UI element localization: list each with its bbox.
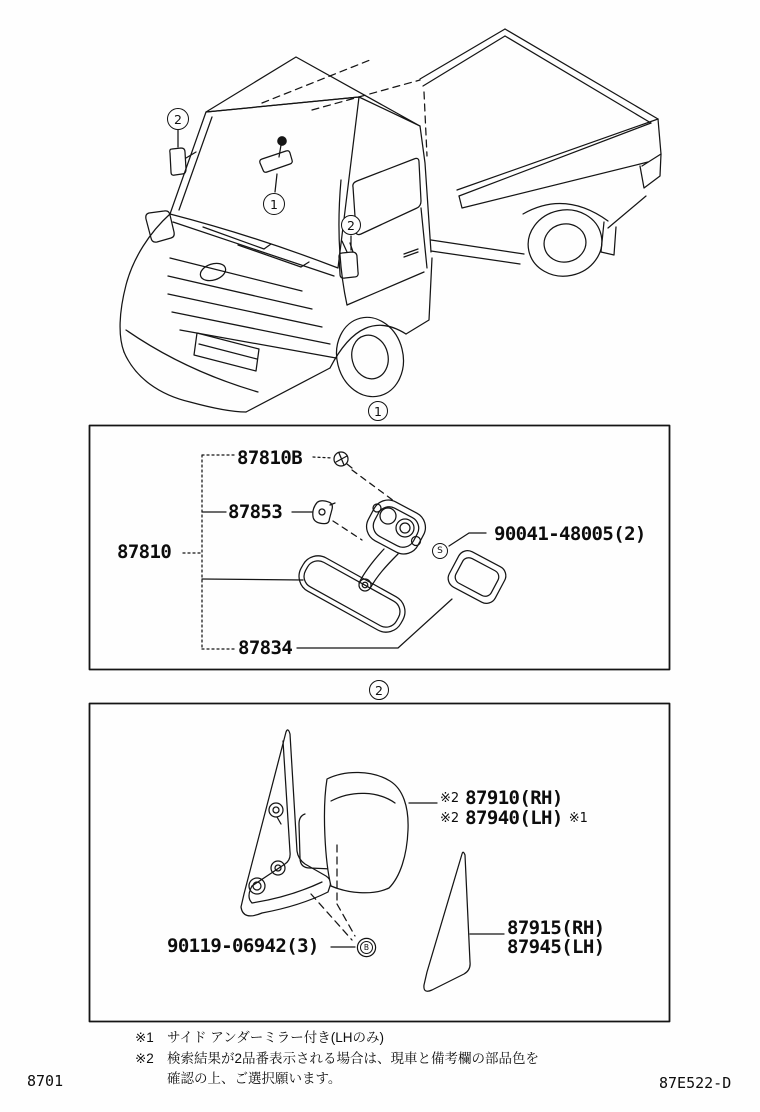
callout-section-interior: 1: [368, 401, 388, 421]
fastener-mark-b: B: [360, 941, 373, 954]
footnote-1-text: サイド アンダーミラー付き(LHのみ): [167, 1030, 384, 1045]
part-label-87940-lh: ※2 87940(LH) ※1: [440, 807, 588, 829]
footnote-2-text: 検索結果が2品番表示される場合は、現車と備考欄の部品色を 確認の上、ご選択願います。: [167, 1050, 540, 1086]
figure-code: 87E522-D: [659, 1074, 732, 1092]
note-ref-2: ※2: [440, 791, 460, 806]
note-ref-1: ※1: [568, 811, 588, 826]
part-label-87834: 87834: [238, 637, 293, 659]
footnote-2-mark: ※2: [135, 1050, 154, 1066]
part-label-90119-06942: 90119-06942(3): [167, 935, 319, 957]
footnote-1-mark: ※1: [135, 1030, 154, 1045]
interior-mirror-drawing: [183, 452, 509, 649]
footnotes: [135, 1028, 635, 1090]
part-label-87810B: 87810B: [237, 447, 303, 469]
part-label-87910-rh: ※2 87910(RH): [440, 787, 563, 809]
footnote-1: [135, 1028, 635, 1049]
part-label-90041-48005: 90041-48005(2): [494, 523, 646, 545]
callout-interior-mirror: 1: [263, 193, 285, 215]
footnote-2: [135, 1049, 635, 1090]
part-label-87915-rh: 87915(RH): [507, 917, 605, 939]
page-code: 8701: [27, 1072, 64, 1090]
part-label-87945-lh: 87945(LH): [507, 936, 605, 958]
fastener-mark-s: S: [432, 543, 448, 559]
callout-outer-mirror-left: 2: [167, 108, 189, 130]
callout-outer-mirror-door: 2: [341, 215, 361, 235]
part-label-87810: 87810: [117, 541, 172, 563]
note-ref-2: ※2: [440, 811, 460, 826]
callout-section-outer: 2: [369, 680, 389, 700]
part-label-87853: 87853: [228, 501, 283, 523]
truck-illustration: [120, 29, 661, 412]
